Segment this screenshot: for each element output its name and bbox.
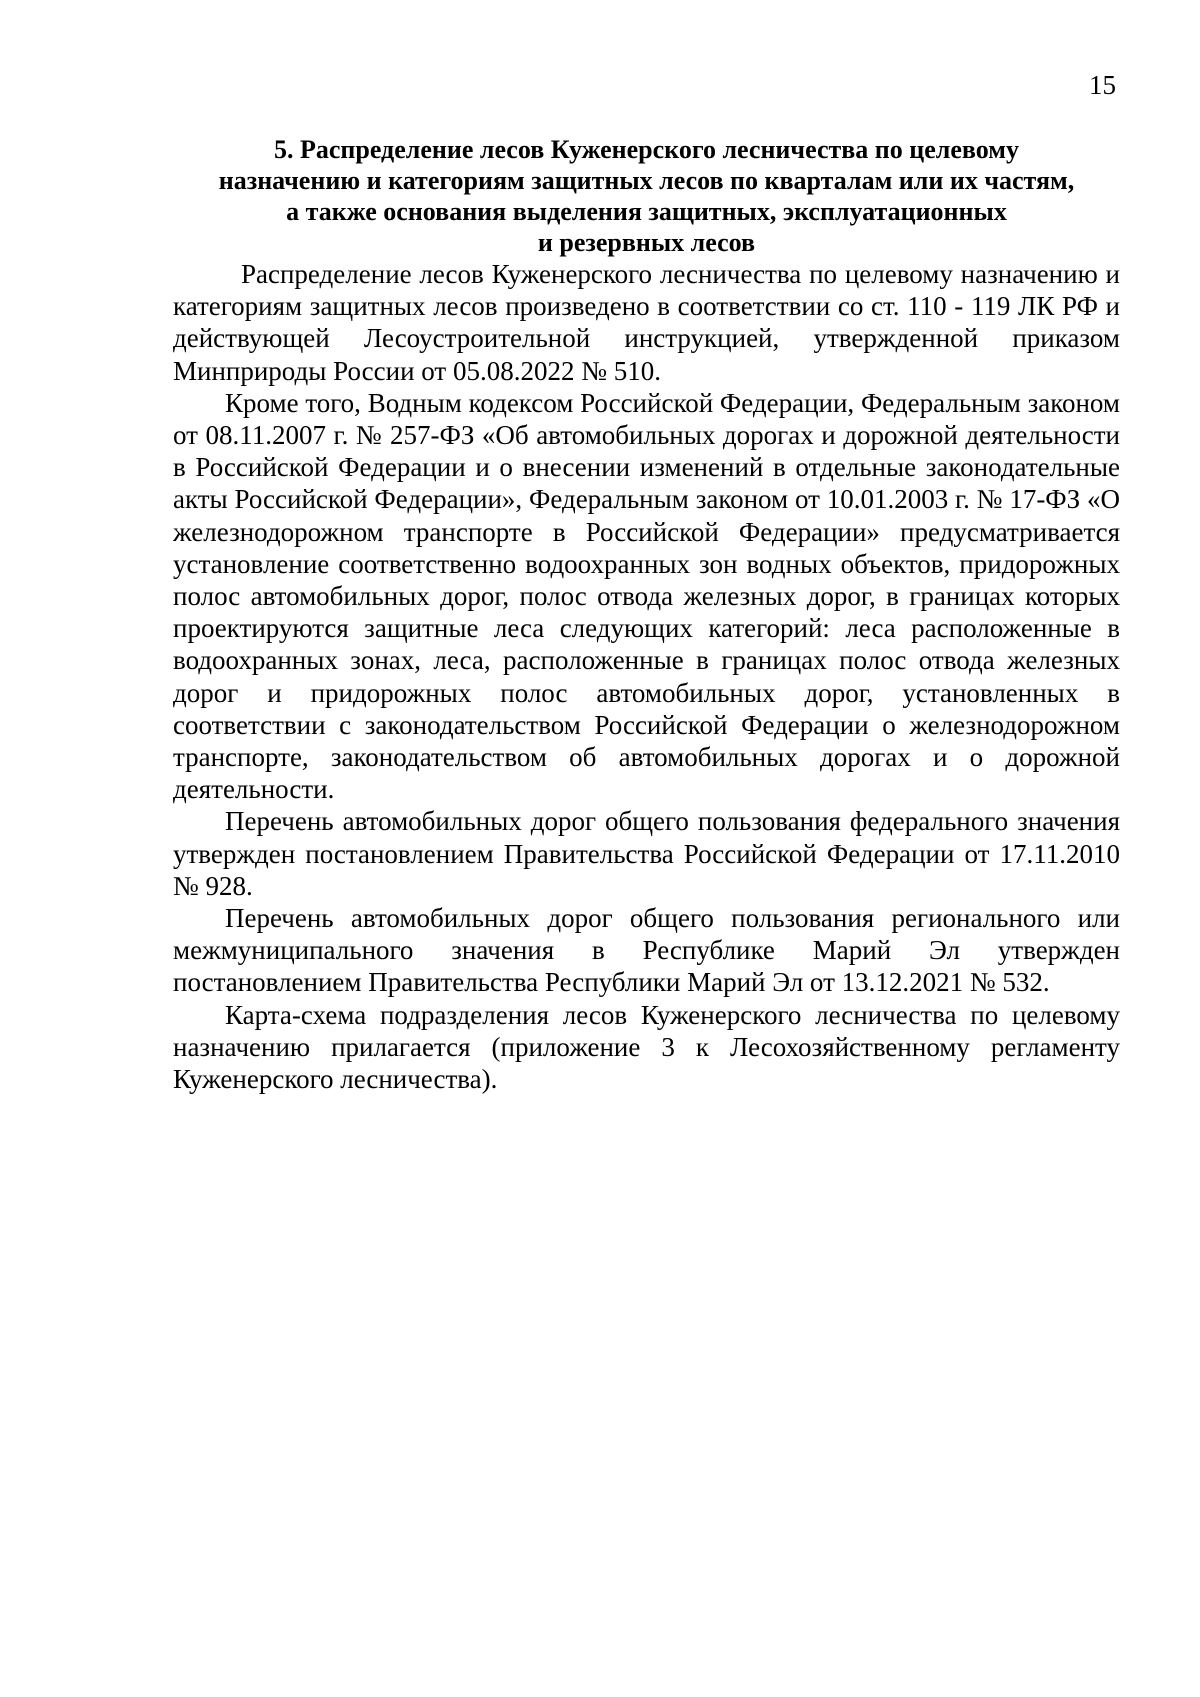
paragraph: Перечень автомобильных дорог общего пользования федерального значения утвержден постановлением Правительства Российской Федерации от 17.11.2010 № 928. [173,806,1120,901]
paragraph: Кроме того, Водным кодексом Российской Федерации, Федеральным законом от 08.11.2007 г. № 257-ФЗ «Об автомобильных дорогах и дорожной деятельности в Российской Федерации и о внесении изменений в отдельные законодательные акты Российской Федерации», Федеральным законом от 10.01.2003 г. № 17-ФЗ «О железнодорожном транспорте в Российской Федерации» предусматривается установление соответственно водоохранных зон водных объектов, придорожных полос автомобильных дорог, полос отвода железных дорог, в границах которых проектируются защитные леса следующих категорий: леса расположенные в водоохранных зонах, леса, расположенные в границах полос отвода железных дорог и придорожных полос автомобильных дорог, установленных в соответствии с законодательством Российской Федерации о железнодорожном транспорте, законодательством об автомобильных дорогах и о дорожной деятельности. [173,387,1120,805]
paragraph: Перечень автомобильных дорог общего пользования регионального или межмуниципального значения в Республике Марий Эл утвержден постановлением Правительства Республики Марий Эл от 13.12.2021 № 532. [173,903,1120,998]
page-number: 15 [1089,70,1116,100]
document-body [173,134,1120,1095]
section-heading [173,134,1120,258]
heading-line: назначению и категориям защитных лесов по кварталам или их частям, [218,166,1075,195]
paragraph: Карта-схема подразделения лесов Куженерского лесничества по целевому назначению прилагается (приложение 3 к Лесохозяйственному регламенту Куженерского лесничества). [173,999,1120,1095]
paragraph: Распределение лесов Куженерского лесничества по целевому назначению и категориям защитных лесов произведено в соответствии со ст. 110 - 119 ЛК РФ и действующей Лесоустроительной инструкцией, утвержденной приказом Минприроды России от 05.08.2022 № 510. [173,259,1120,386]
heading-line: а также основания выделения защитных, эксплуатационных [286,197,1007,226]
heading-line: 5. Распределение лесов Куженерского лесничества по целевому [273,135,1019,164]
heading-line: и резервных лесов [537,228,756,257]
